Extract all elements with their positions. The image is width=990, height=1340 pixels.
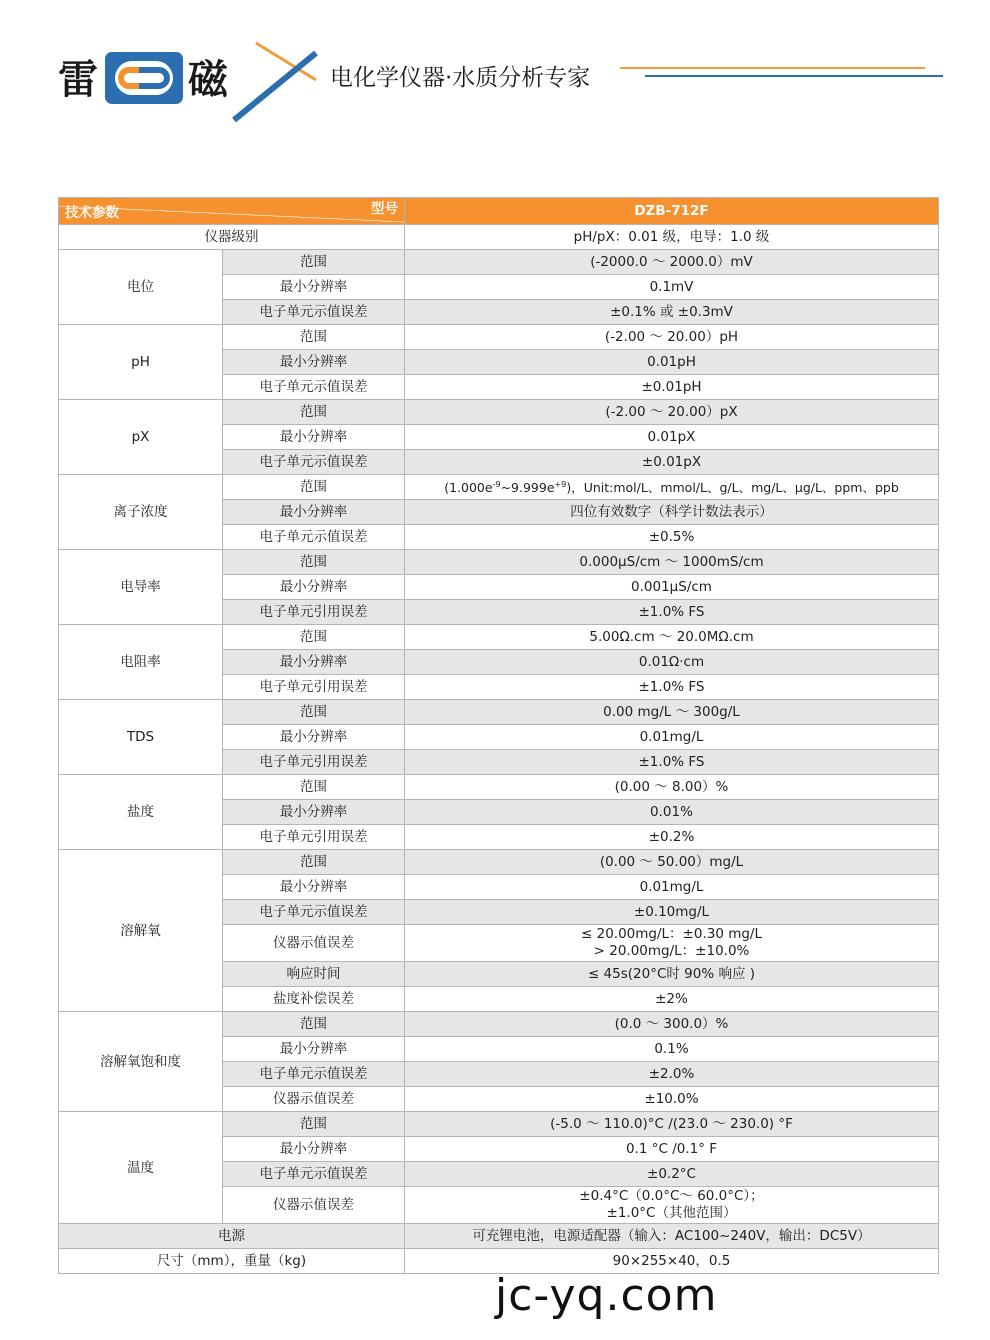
sub-param: 最小分辨率 [223, 875, 405, 900]
param-value: 四位有效数字（科学计数法表示） [405, 500, 939, 525]
brand-char-right: 磁 [188, 57, 228, 103]
slogan: 电化学仪器·水质分析专家 [330, 65, 591, 91]
table-header-row [59, 198, 939, 225]
param-value: pH/pX：0.01 级，电导：1.0 级 [405, 225, 939, 250]
value-exponent: -9 [492, 480, 501, 490]
sub-param: 电子单元示值误差 [223, 1162, 405, 1187]
param-value: (0.0 ～ 300.0）% [405, 1012, 939, 1037]
param-value: ±2% [405, 987, 939, 1012]
param-value: ±0.01pH [405, 375, 939, 400]
sub-param: 范围 [223, 250, 405, 275]
param-name: 电源 [59, 1224, 405, 1249]
value-line: > 20.00mg/L：±10.0% [593, 943, 750, 959]
param-value: (-2.00 ～ 20.00）pH [405, 325, 939, 350]
param-value: (-5.0 ～ 110.0)°C /(23.0 ～ 230.0) °F [405, 1112, 939, 1137]
table-row [59, 1012, 939, 1037]
divider-blue [645, 75, 943, 77]
table-row [59, 850, 939, 875]
brand-char-left: 雷 [58, 57, 98, 103]
value-part: )，Unit:mol/L、mmol/L、g/L、mg/L、μg/L、ppm、ppb [566, 480, 899, 496]
table-row [59, 625, 939, 650]
table-row [59, 700, 939, 725]
param-value: 0.1 °C /0.1° F [405, 1137, 939, 1162]
category-cell: 电位 [59, 250, 223, 325]
sub-param: 最小分辨率 [223, 350, 405, 375]
param-value: ±0.10mg/L [405, 900, 939, 925]
sub-param: 电子单元引用误差 [223, 675, 405, 700]
sub-param: 范围 [223, 625, 405, 650]
table-row [59, 1224, 939, 1249]
category-cell: 温度 [59, 1112, 223, 1224]
param-value: 0.01mg/L [405, 875, 939, 900]
param-value [405, 475, 939, 500]
value-part: (1.000e [444, 480, 493, 496]
table-row [59, 1112, 939, 1137]
table-row [59, 325, 939, 350]
param-value: 0.1mV [405, 275, 939, 300]
cross-decoration-icon [228, 38, 328, 128]
category-cell: 离子浓度 [59, 475, 223, 550]
sub-param: 最小分辨率 [223, 650, 405, 675]
sub-param: 范围 [223, 775, 405, 800]
header-model-value: DZB-712F [405, 198, 939, 225]
param-value [405, 925, 939, 962]
category-cell: 电导率 [59, 550, 223, 625]
sub-param: 范围 [223, 850, 405, 875]
sub-param: 电子单元示值误差 [223, 375, 405, 400]
sub-param: 范围 [223, 475, 405, 500]
param-value: (-2000.0 ～ 2000.0）mV [405, 250, 939, 275]
param-value: ±0.2% [405, 825, 939, 850]
sub-param: 电子单元引用误差 [223, 750, 405, 775]
value-exponent: +9 [554, 480, 567, 490]
header-model-label: 型号 [371, 201, 398, 217]
value-line: ±0.4°C（0.0°C～ 60.0°C）； [579, 1188, 764, 1204]
param-value [405, 1187, 939, 1224]
value-line: ±1.0°C（其他范围） [606, 1205, 737, 1221]
table-row [59, 550, 939, 575]
sub-param: 最小分辨率 [223, 500, 405, 525]
table-row [59, 400, 939, 425]
sub-param: 电子单元示值误差 [223, 1062, 405, 1087]
param-value: 0.00 mg/L ～ 300g/L [405, 700, 939, 725]
sub-param: 电子单元引用误差 [223, 600, 405, 625]
param-value: ≤ 45s(20°C时 90% 响应 ) [405, 962, 939, 987]
param-value: 0.01Ω·cm [405, 650, 939, 675]
sub-param: 最小分辨率 [223, 425, 405, 450]
category-cell: 溶解氧 [59, 850, 223, 1012]
sub-param: 范围 [223, 400, 405, 425]
sub-param: 范围 [223, 700, 405, 725]
header-param-label: 技术参数 [65, 205, 119, 221]
page-header [0, 0, 990, 140]
param-name: 仪器级别 [59, 225, 405, 250]
param-value: ±1.0% FS [405, 675, 939, 700]
header-param-cell [59, 198, 405, 225]
table-row [59, 250, 939, 275]
sub-param: 响应时间 [223, 962, 405, 987]
sub-param: 仪器示值误差 [223, 925, 405, 962]
param-value: ±2.0% [405, 1062, 939, 1087]
category-cell: pH [59, 325, 223, 400]
sub-param: 电子单元示值误差 [223, 450, 405, 475]
param-name: 尺寸（mm），重量（kg) [59, 1249, 405, 1274]
param-value: (-2.00 ～ 20.00）pX [405, 400, 939, 425]
param-value: 0.01% [405, 800, 939, 825]
param-value: 0.01pH [405, 350, 939, 375]
sub-param: 电子单元引用误差 [223, 825, 405, 850]
sub-param: 范围 [223, 325, 405, 350]
param-value: (0.00 ～ 8.00）% [405, 775, 939, 800]
param-value: ±10.0% [405, 1087, 939, 1112]
param-value: (0.00 ～ 50.00）mg/L [405, 850, 939, 875]
divider-orange [620, 67, 925, 69]
param-value: ±1.0% FS [405, 750, 939, 775]
category-cell: 溶解氧饱和度 [59, 1012, 223, 1112]
param-value: 0.001μS/cm [405, 575, 939, 600]
param-value: 5.00Ω.cm ～ 20.0MΩ.cm [405, 625, 939, 650]
sub-param: 最小分辨率 [223, 275, 405, 300]
category-cell: TDS [59, 700, 223, 775]
param-value: 0.01mg/L [405, 725, 939, 750]
param-value: ±0.5% [405, 525, 939, 550]
sub-param: 电子单元示值误差 [223, 900, 405, 925]
sub-param: 最小分辨率 [223, 800, 405, 825]
param-value: ±0.01pX [405, 450, 939, 475]
value-line: ≤ 20.00mg/L：±0.30 mg/L [581, 926, 762, 942]
category-cell: 盐度 [59, 775, 223, 850]
sub-param: 仪器示值误差 [223, 1187, 405, 1224]
website-text: jc-yq.com [495, 1270, 718, 1321]
table-row [59, 225, 939, 250]
sub-param: 盐度补偿误差 [223, 987, 405, 1012]
param-value: ±0.1% 或 ±0.3mV [405, 300, 939, 325]
sub-param: 最小分辨率 [223, 575, 405, 600]
sub-param: 最小分辨率 [223, 1037, 405, 1062]
param-value: 可充锂电池，电源适配器（输入：AC100~240V，输出：DC5V） [405, 1224, 939, 1249]
sub-param: 最小分辨率 [223, 725, 405, 750]
param-value: 0.01pX [405, 425, 939, 450]
param-value: ±1.0% FS [405, 600, 939, 625]
sub-param: 范围 [223, 1112, 405, 1137]
param-value: 0.000μS/cm ～ 1000mS/cm [405, 550, 939, 575]
table-row [59, 475, 939, 500]
sub-param: 范围 [223, 1012, 405, 1037]
category-cell: pX [59, 400, 223, 475]
category-cell: 电阻率 [59, 625, 223, 700]
param-value: ±0.2°C [405, 1162, 939, 1187]
sub-param: 仪器示值误差 [223, 1087, 405, 1112]
sub-param: 电子单元示值误差 [223, 300, 405, 325]
spec-table [58, 197, 939, 1274]
value-part: ~9.999e [500, 480, 555, 496]
param-value: 90×255×40，0.5 [405, 1249, 939, 1274]
brand-logo-icon [105, 52, 183, 104]
sub-param: 电子单元示值误差 [223, 525, 405, 550]
param-value: 0.1% [405, 1037, 939, 1062]
sub-param: 范围 [223, 550, 405, 575]
sub-param: 最小分辨率 [223, 1137, 405, 1162]
table-row [59, 775, 939, 800]
